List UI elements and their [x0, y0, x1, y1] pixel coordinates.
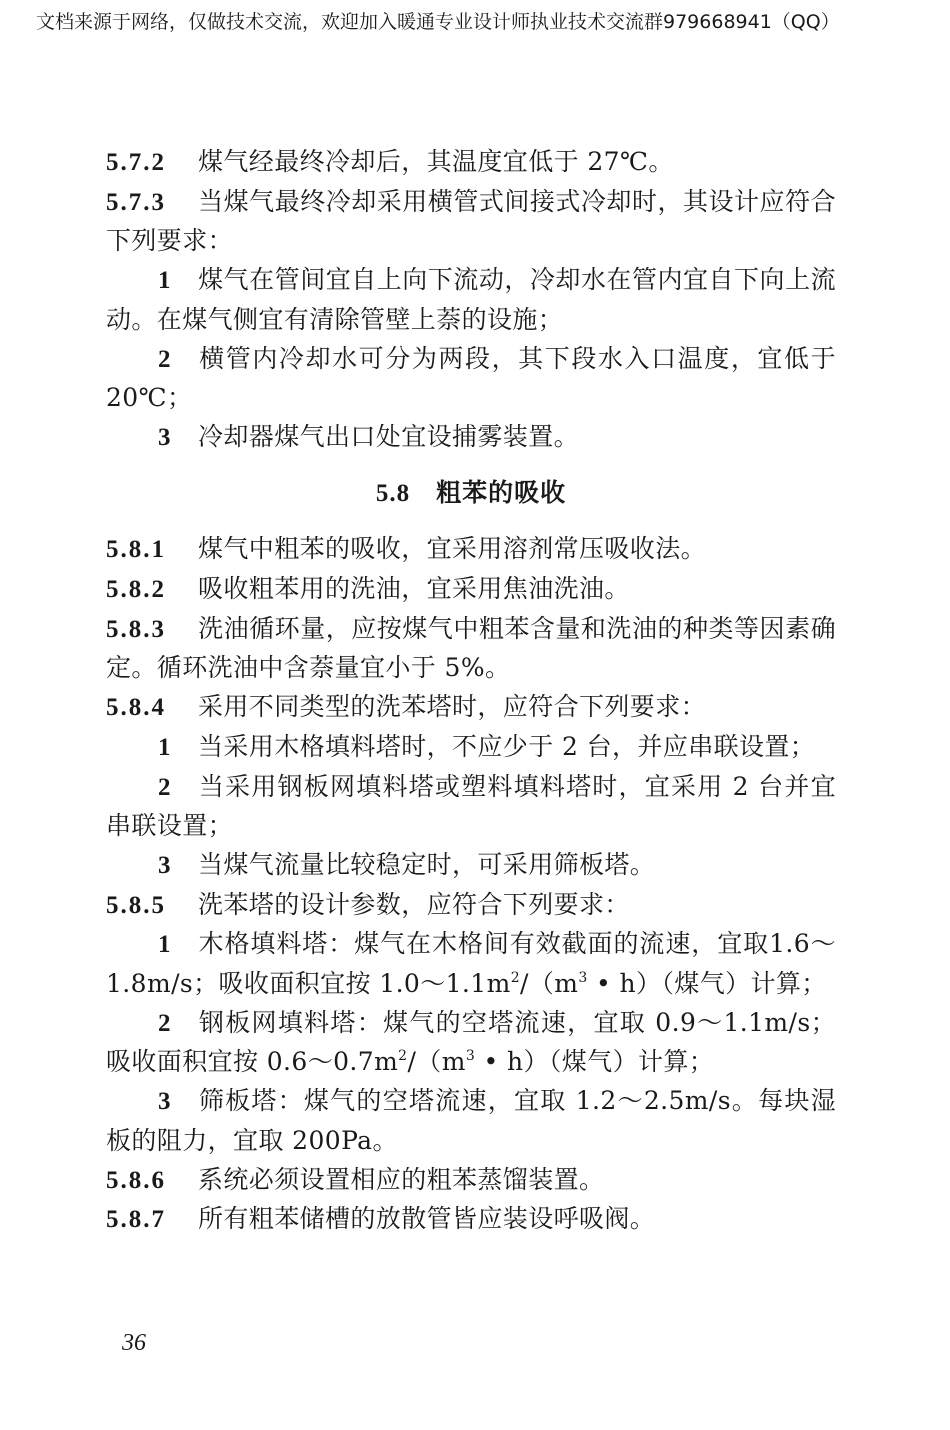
- clause-text: 煤气经最终冷却后，其温度宜低于 27℃。: [198, 147, 674, 176]
- superscript: 3: [578, 970, 588, 987]
- list-item: [106, 261, 836, 339]
- item-number: 3: [158, 1088, 171, 1116]
- item-text: 当煤气流量比较稳定时，可采用筛板塔。: [198, 849, 656, 879]
- item-text-mid: /（m: [407, 1047, 466, 1077]
- item-number: 2: [158, 773, 171, 801]
- clause-number: 5.8.4: [106, 694, 166, 722]
- list-item: [106, 728, 836, 768]
- clause-5-8-1: [106, 530, 836, 570]
- watermark-header: 文档来源于网络，仅做技术交流，欢迎加入暖通专业设计师执业技术交流群979668941（QQ）: [36, 11, 840, 33]
- item-number: 3: [158, 423, 171, 451]
- item-text: 煤气在管间宜自上向下流动，冷却水在管内宜自下向上流动。在煤气侧宜有清除管壁上萘的设施；: [106, 265, 836, 334]
- clause-5-8-3: [106, 610, 836, 688]
- clause-text: 煤气中粗苯的吸收，宜采用溶剂常压吸收法。: [198, 534, 707, 564]
- item-text: 筛板塔：煤气的空塔流速，宜取 1.2～2.5m/s。每块湿板的阻力，宜取 200Pa。: [106, 1086, 836, 1155]
- item-text: 当采用钢板网填料塔或塑料填料塔时，宜采用 2 台并宜串联设置；: [106, 771, 836, 841]
- item-text: 当采用木格填料塔时，不应少于 2 台，并应串联设置；: [198, 731, 816, 761]
- clause-number: 5.7.3: [106, 188, 166, 216]
- section-heading: [106, 474, 836, 514]
- section-title-text: 粗苯的吸收: [436, 477, 567, 507]
- clause-text: 洗油循环量，应按煤气中粗苯含量和洗油的种类等因素确定。循环洗油中含萘量宜小于 5%。: [106, 613, 836, 683]
- clause-number: 5.8.7: [106, 1206, 166, 1234]
- item-text: 横管内冷却水可分为两段，其下段水入口温度，宜低于 20℃；: [106, 343, 836, 413]
- clause-number: 5.8.3: [106, 615, 166, 643]
- clause-text: 采用不同类型的洗苯塔时，应符合下列要求：: [198, 692, 707, 722]
- clause-number: 5.7.2: [106, 149, 166, 176]
- list-item: [106, 340, 836, 418]
- item-number: 2: [158, 345, 171, 373]
- document-body: [106, 143, 836, 1240]
- clause-number: 5.8.6: [106, 1166, 166, 1194]
- page-number: 36: [122, 1330, 146, 1356]
- item-number: 1: [158, 267, 171, 295]
- clause-number: 5.8.2: [106, 576, 166, 604]
- clause-number: 5.8.5: [106, 891, 166, 919]
- clause-number: 5.8.1: [106, 536, 166, 564]
- clause-5-8-6: [106, 1161, 836, 1201]
- clause-5-8-2: [106, 570, 836, 610]
- clause-text: 系统必须设置相应的粗苯蒸馏装置。: [198, 1164, 605, 1194]
- clause-text: 当煤气最终冷却采用横管式间接式冷却时，其设计应符合下列要求：: [106, 186, 836, 256]
- item-text-mid: /（m: [520, 969, 579, 999]
- list-item: [106, 1004, 836, 1082]
- superscript: 3: [465, 1048, 476, 1065]
- item-text-post: • h）（煤气）计算；: [475, 1047, 715, 1077]
- superscript: 2: [398, 1048, 408, 1065]
- clause-5-8-7: [106, 1200, 836, 1240]
- item-text-pre: 木格填料塔：煤气在木格间有效截面的流速，宜取1.6～1.8m/s；吸收面积宜按 1.0～1.1m: [106, 929, 836, 999]
- list-item: [106, 768, 836, 846]
- section-number: 5.8: [375, 479, 411, 507]
- item-text-post: • h）（煤气）计算；: [587, 969, 827, 999]
- clause-5-8-5: [106, 886, 836, 926]
- item-number: 1: [158, 931, 171, 959]
- item-number: 1: [158, 733, 171, 761]
- clause-5-8-4: [106, 688, 836, 728]
- list-item: [106, 846, 836, 886]
- superscript: 2: [510, 970, 520, 987]
- item-text-pre: 钢板网填料塔：煤气的空塔流速，宜取 0.9～1.1m/s；吸收面积宜按 0.6～0.7m: [106, 1007, 836, 1077]
- list-item: [106, 1082, 836, 1160]
- item-number: 2: [158, 1009, 171, 1037]
- item-number: 3: [158, 851, 171, 879]
- clause-text: 吸收粗苯用的洗油，宜采用焦油洗油。: [198, 574, 630, 604]
- list-item: [106, 418, 836, 458]
- item-text: 冷却器煤气出口处宜设捕雾装置。: [198, 421, 580, 451]
- clause-text: 所有粗苯储槽的放散管皆应装设呼吸阀。: [198, 1204, 656, 1234]
- list-item: [106, 925, 836, 1003]
- clause-5-7-3: [106, 183, 836, 261]
- clause-5-7-2: [106, 143, 836, 183]
- clause-text: 洗苯塔的设计参数，应符合下列要求：: [198, 889, 630, 919]
